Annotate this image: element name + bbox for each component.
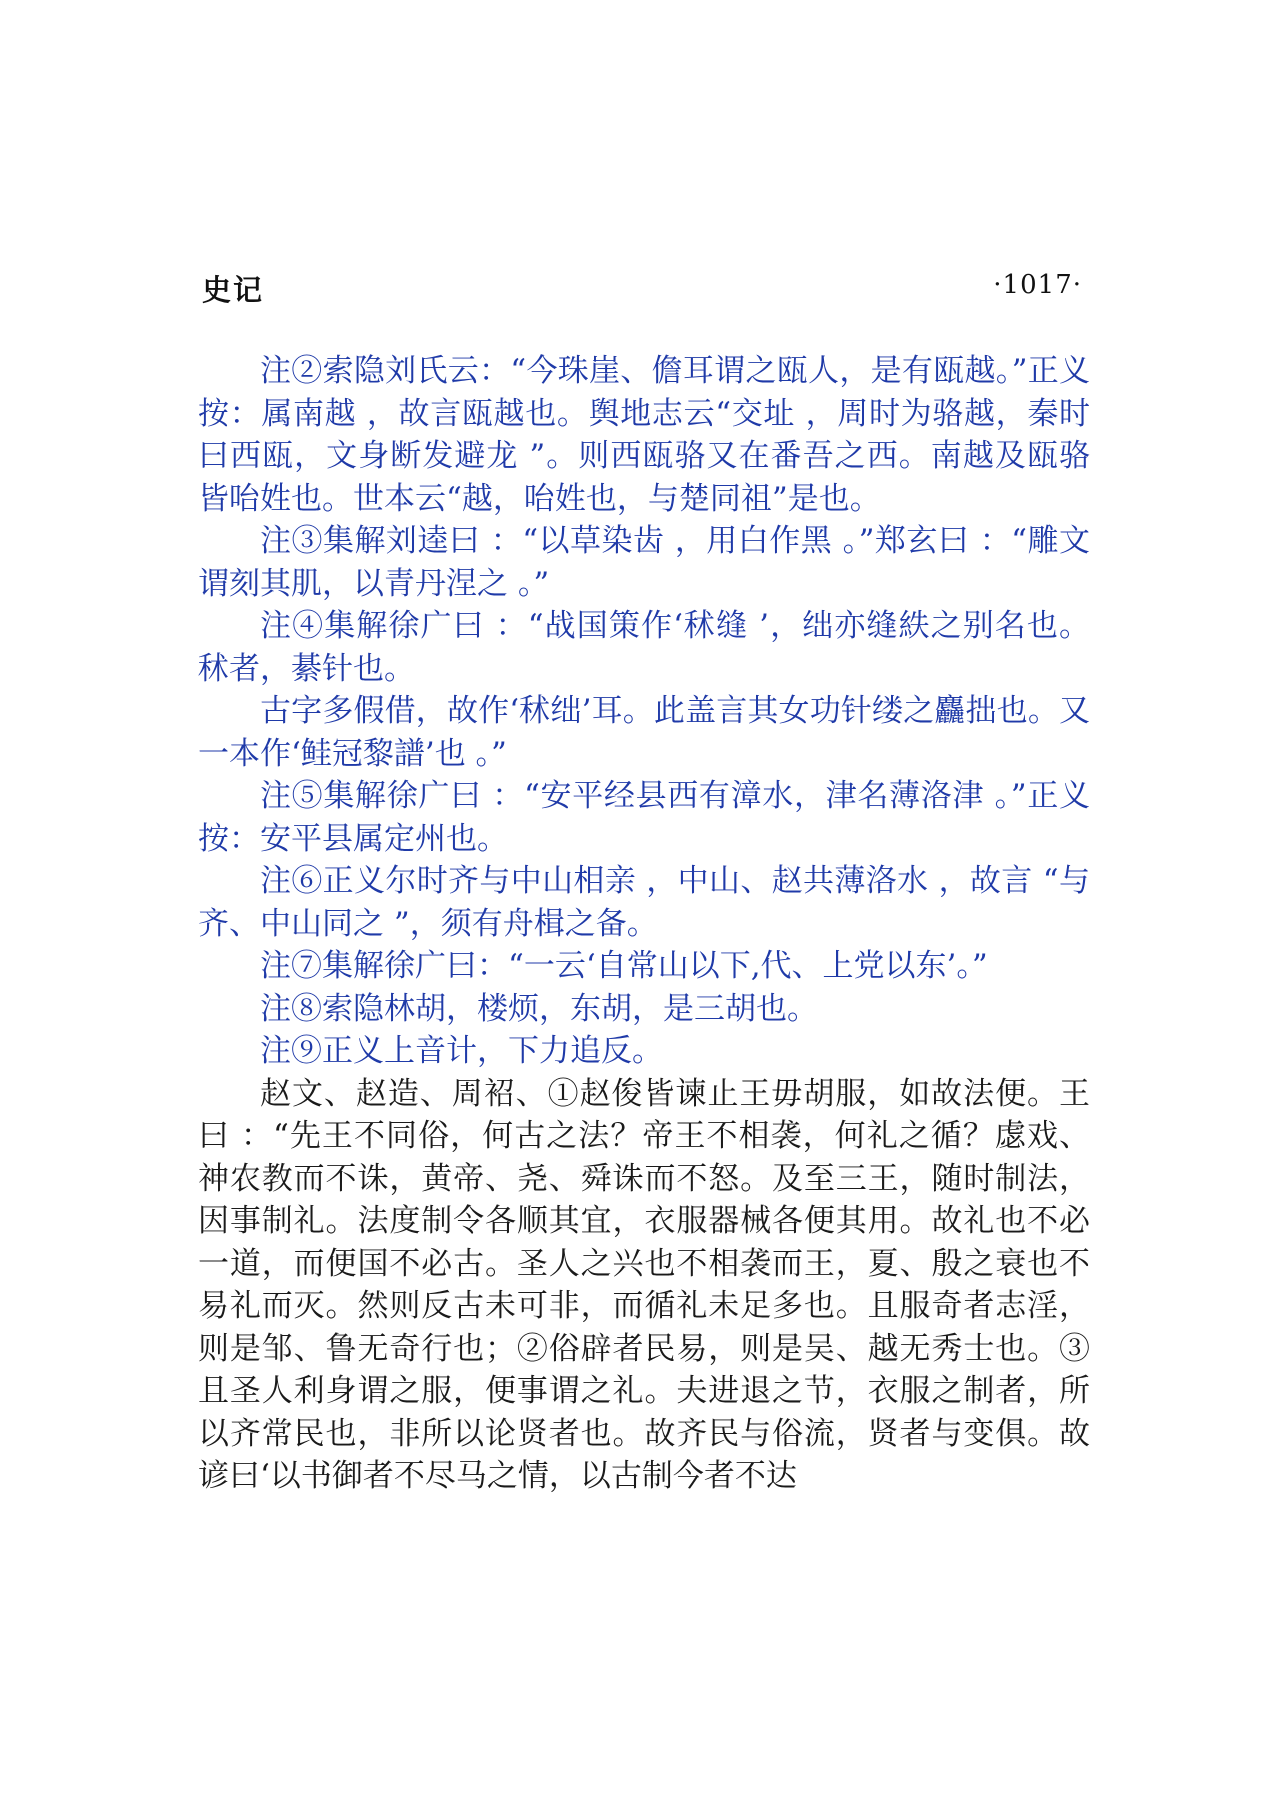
note-paragraph: 注⑥正义尔时齐与中山相亲 ，中山、赵共薄洛水 ，故言 “与齐、中山同之 ”，须有舟楫之备。 [198, 863, 1090, 942]
note-paragraph: 注⑦集解徐广曰：“一云‘自常山以下,代、上党以东’。” [260, 948, 988, 984]
page-header [202, 268, 1082, 308]
book-title: 史记 [202, 273, 265, 307]
note-paragraph: 注⑤集解徐广曰 ：“安平经县西有漳水，津名薄洛津 。”正义按：安平县属定州也。 [198, 778, 1090, 857]
page-number: ·1017· [993, 270, 1082, 300]
body-text [198, 350, 1090, 1498]
note-paragraph: 古字多假借，故作‘秫绌’耳。此盖言其女功针缕之麤拙也。又一本作‘鲑冠黎譜’也 。” [198, 693, 1090, 772]
note-paragraph: 注④集解徐广曰 ：“战国策作‘秫缝 ’，绌亦缝紩之别名也。秫者，綦针也。 [198, 608, 1090, 687]
note-paragraph: 注③集解刘逵曰 ：“以草染齿 ，用白作黑 。”郑玄曰 ：“雕文谓刻其肌，以青丹涅之 。” [198, 523, 1090, 602]
note-paragraph: 注②索隐刘氏云：“今珠崖、儋耳谓之瓯人，是有瓯越。”正义按：属南越 ，故言瓯越也。舆地志云“交址 ，周时为骆越，秦时曰西瓯，文身断发避龙 ”。则西瓯骆又在番吾之西。南越及瓯骆皆咍姓也。世本云“越，咍姓也，与楚同祖”是也。 [198, 353, 1090, 517]
note-paragraph: 注⑨正义上音计，下力追反。 [260, 1033, 663, 1069]
main-text-paragraph: 赵文、赵造、周袑、①赵俊皆谏止王毋胡服，如故法便。王曰 ：“先王不同俗，何古之法？帝王不相袭，何礼之循？虙戏、神农教而不诛，黄帝、尧、舜诛而不怒。及至三王，随时制法，因事制礼。法度制令各顺其宜，衣服器械各便其用。故礼也不必一道，而便国不必古。圣人之兴也不相袭而王，夏、殷之衰也不易礼而灭。然则反古未可非，而循礼未足多也。且服奇者志淫，则是邹、鲁无奇行也；②俗辟者民易，则是吴、越无秀士也。③且圣人利身谓之服，便事谓之礼。夫进退之节，衣服之制者，所以齐常民也，非所以论贤者也。故齐民与俗流，贤者与变俱。故谚曰‘以书御者不尽马之情，以古制今者不达 [198, 1075, 1090, 1494]
note-paragraph: 注⑧索隐林胡，楼烦，东胡，是三胡也。 [260, 990, 818, 1027]
